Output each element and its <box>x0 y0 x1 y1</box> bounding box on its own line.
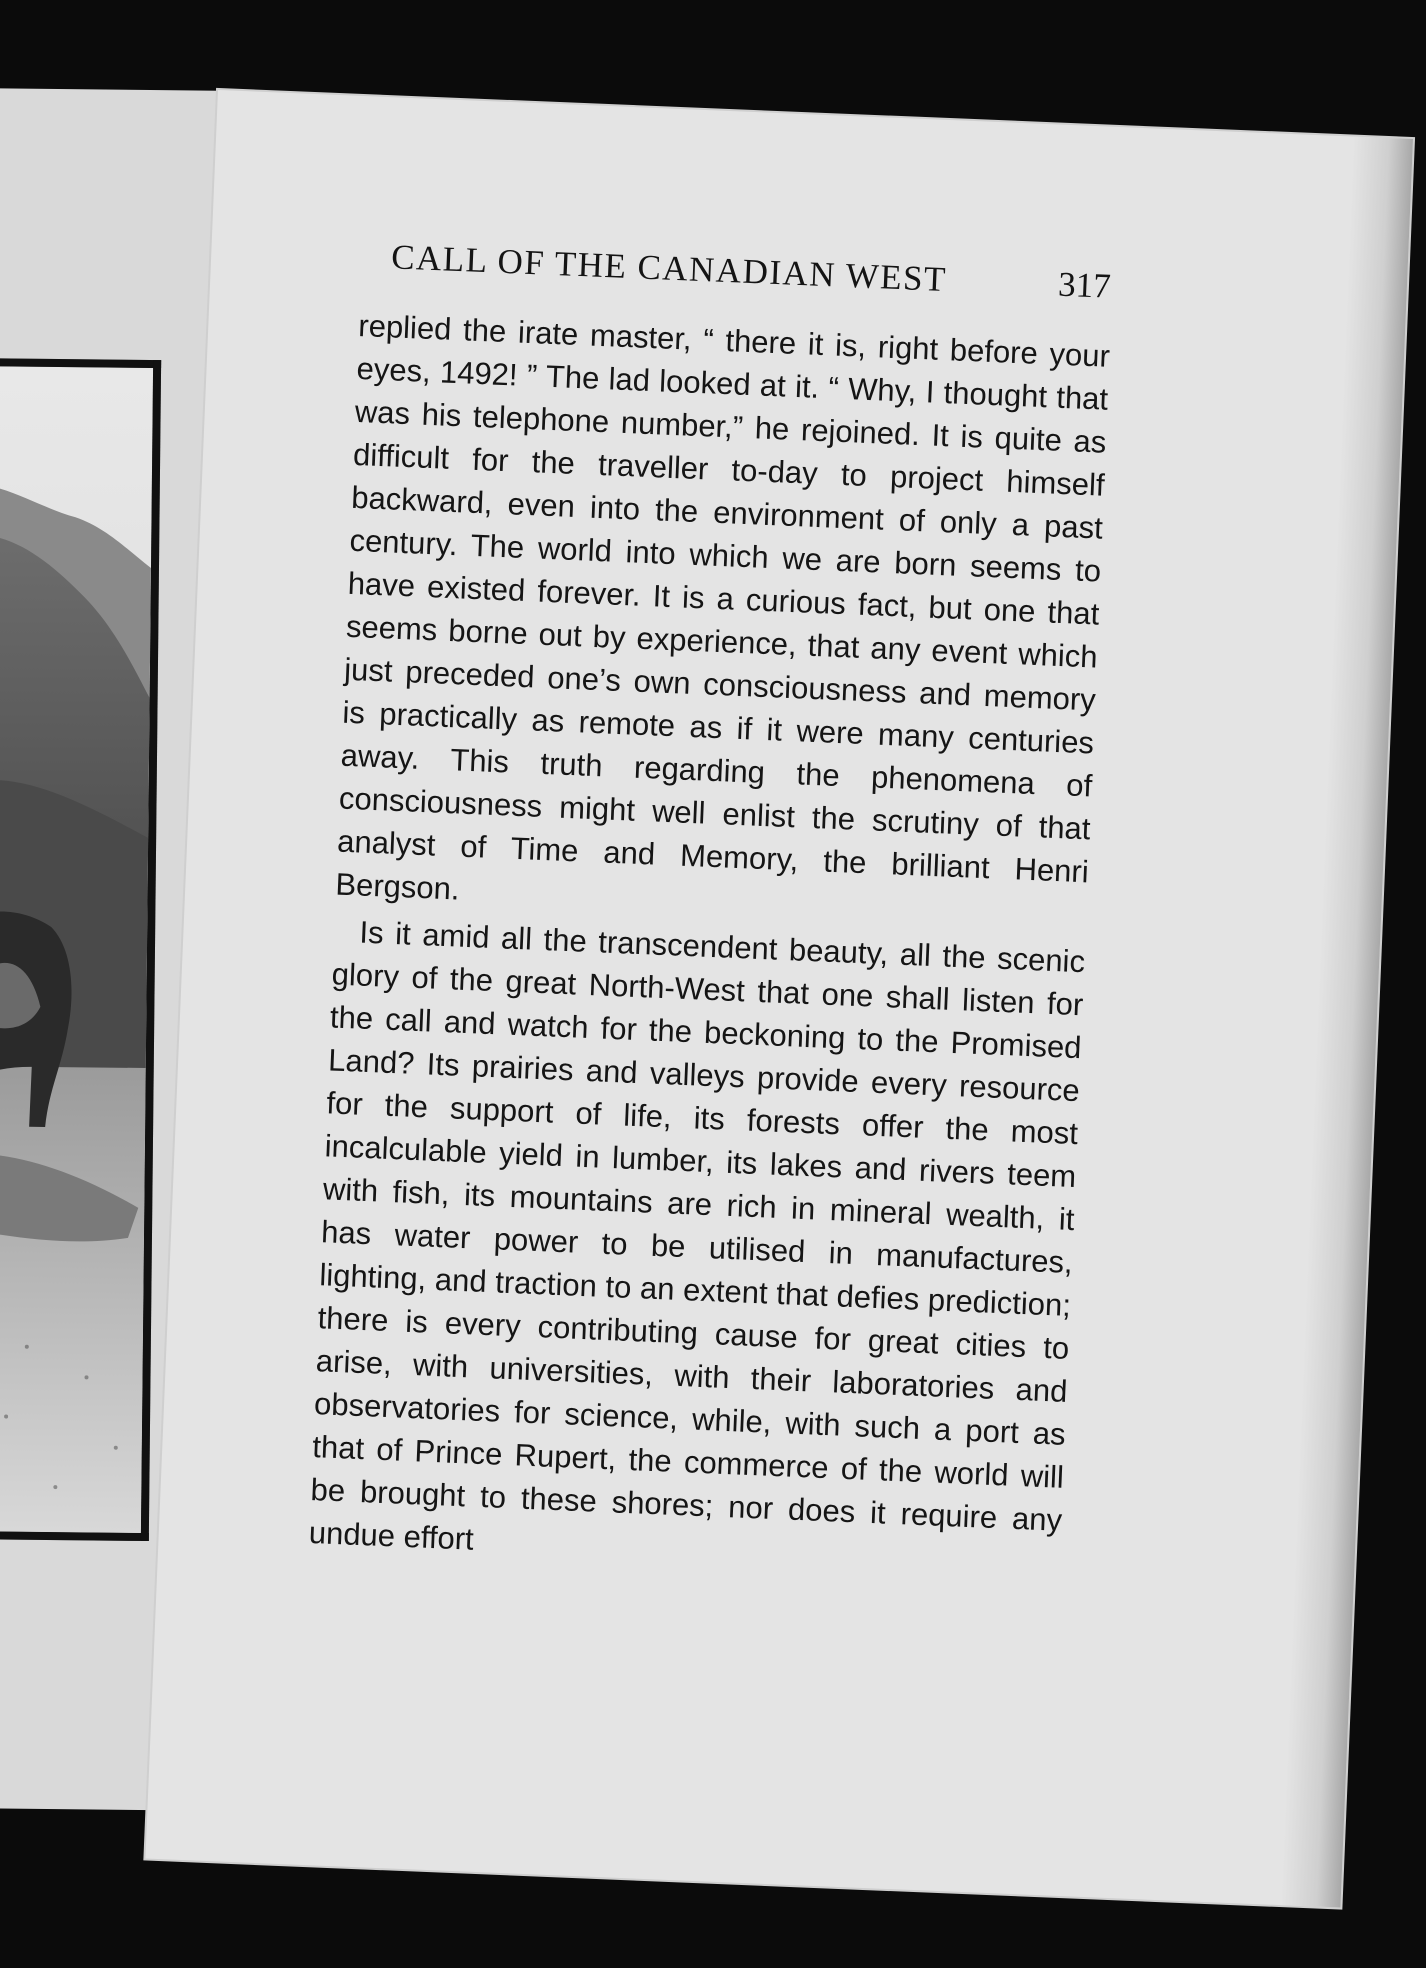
right-page <box>145 90 1413 1908</box>
running-title: CALL OF THE CANADIAN WEST <box>390 237 948 300</box>
paragraph: Is it amid all the transcendent beauty, all the scenic glory of the great North-West that one shall listen for the call and watch for the beckoning to the Promised Land? Its prairies and valleys provide every resource for the support of life, its forests offer the most incalculable yield in lumber, its lakes and rivers teem with fish, its mountains are rich in mineral wealth, it has water power to be utilised in manufactures, lighting, and traction to an extent that defies prediction; there is every contributing cause for great cities to arise, with universities, with their laboratories and observatories for science, while, with such a port as that of Prince Rupert, the commerce of the world will be brought to these shores; nor does it require any undue effort <box>308 914 1086 1557</box>
page-edge <box>1280 137 1413 1908</box>
body-text <box>308 304 1111 1585</box>
photo-plate <box>0 358 161 1541</box>
running-head <box>390 237 1111 306</box>
page-number: 317 <box>1057 264 1112 306</box>
paragraph: replied the irate master, “ there it is, right before your eyes, 1492! ” The lad looked at it. “ Why, I thought that was his telephone number,” he rejoined. It is quite as difficult for the traveller to-day to project himself backward, even into the environment of only a past century. The world into which we are born seems to have existed forever. It is a curious fact, but one that seems borne out by experience, that any event which just preceded one’s own consciousness and memory is practically as remote as if it were many centuries away. This truth regarding the phenomena of consciousness might well enlist the scrutiny of that analyst of Time and Memory, the brilliant Henri Bergson. <box>334 307 1111 907</box>
photo-plate-icon <box>0 366 153 1533</box>
